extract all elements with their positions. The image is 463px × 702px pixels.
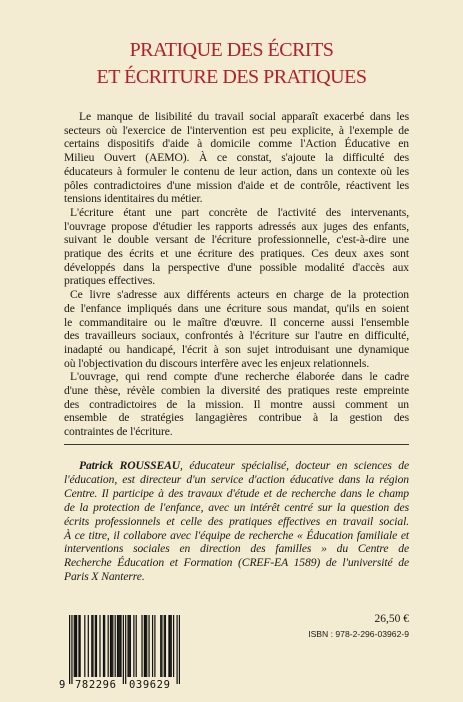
barcode-bar bbox=[161, 615, 162, 677]
barcode-bar bbox=[169, 615, 170, 677]
summary-line: L'écriture étant une part concrète de l'activité des intervenants, bbox=[70, 205, 409, 219]
barcode-bar bbox=[110, 615, 111, 677]
bio-line: Centre. Il participe à des travaux d'étude et de recherche dans le champ bbox=[64, 486, 409, 500]
summary-line: suivant le double versant de l'écriture professionnelle, c'est-à-dire une bbox=[64, 233, 409, 247]
barcode-left-digits: 782296 bbox=[75, 679, 117, 691]
bio-line: Paris X Nanterre. bbox=[64, 570, 145, 584]
summary-line: contraintes de l'écriture. bbox=[64, 425, 173, 439]
author-name: Patrick ROUSSEAU bbox=[79, 459, 181, 472]
summary-paragraph bbox=[64, 370, 409, 439]
summary-line: l'ouvrage propose d'étudier les rapports adressés aux juges des enfants, bbox=[64, 219, 409, 233]
barcode-bar bbox=[130, 615, 131, 677]
barcode-bar bbox=[146, 615, 147, 677]
price: 26,50 € bbox=[374, 613, 409, 625]
barcode-bar bbox=[136, 615, 137, 677]
barcode-bar bbox=[165, 615, 166, 677]
bio-line: l'éducation, est directeur d'un service d'action éducative dans la région bbox=[64, 472, 409, 486]
bio-line: Recherche Éducation et Formation (CREF-EA 1589) de l'université de bbox=[64, 556, 409, 570]
summary-paragraph bbox=[64, 110, 409, 206]
barcode-bar bbox=[120, 615, 121, 677]
barcode-bar bbox=[103, 615, 104, 677]
barcode-bar bbox=[96, 615, 97, 677]
barcode-bar bbox=[76, 615, 77, 677]
summary-line: tensions identitaires du métier. bbox=[64, 192, 203, 206]
summary-text bbox=[64, 110, 409, 439]
author-bio bbox=[64, 459, 409, 584]
summary-line: inadapté ou handicapé, l'écrit à son sujet introduisant une dynamique bbox=[64, 342, 409, 356]
title-line-2: ET ÉCRITURE DES PRATIQUES bbox=[96, 66, 367, 88]
barcode-bar bbox=[74, 615, 75, 677]
barcode-bar bbox=[148, 615, 149, 677]
summary-line: pratique des écrits et une écriture des pratiques. Ces deux axes sont bbox=[64, 247, 409, 261]
barcode-guard-bar bbox=[123, 615, 124, 684]
bio-line: écrits professionnels et celle des pratiques effectives en travail social. bbox=[64, 514, 409, 528]
barcode-guard-bar bbox=[176, 615, 177, 684]
summary-line: certains dispositifs d'aide à domicile comme l'Action Éducative en bbox=[64, 137, 409, 151]
barcode-bar bbox=[91, 615, 92, 677]
barcode-bar bbox=[129, 615, 130, 677]
summary-line: de l'enfance impliqués dans une écriture sous mandat, qu'ils en soient bbox=[64, 301, 409, 315]
summary-line: d'une thèse, révèle combien la diversité des pratiques reste empreinte bbox=[64, 384, 409, 398]
summary-line: L'ouvrage, qui rend compte d'une recherche élaborée dans le cadre bbox=[70, 370, 409, 384]
barcode-bar bbox=[168, 615, 169, 677]
summary-line: éducateurs à formuler le contenu de leur action, dans un contexte où les bbox=[64, 164, 409, 178]
barcode-bar bbox=[115, 615, 116, 677]
barcode-bar bbox=[80, 615, 81, 677]
divider-rule bbox=[64, 444, 409, 445]
barcode-bar bbox=[108, 615, 109, 677]
summary-paragraph bbox=[64, 206, 409, 288]
barcode-bar bbox=[127, 615, 128, 677]
barcode-bar bbox=[133, 615, 134, 677]
summary-line: Le manque de lisibilité du travail social apparaît exacerbé dans les bbox=[79, 110, 409, 123]
summary-line: le commanditaire ou le maître d'œuvre. Il concerne aussi l'ensemble bbox=[64, 315, 409, 329]
bio-line: À ce titre, il collabore avec l'équipe de recherche « Éducation familiale et bbox=[64, 528, 409, 542]
barcode-bar bbox=[88, 615, 89, 677]
barcode-guard-bar bbox=[69, 615, 70, 684]
summary-line: Ce livre s'adresse aux différents acteurs en charge de la protection bbox=[70, 288, 409, 302]
summary-line: des contradictoires de la mission. Il montre aussi comment un bbox=[64, 397, 409, 411]
summary-line: développés dans la perspective d'une possible modalité d'accès aux bbox=[64, 260, 409, 274]
barcode-bar bbox=[84, 615, 85, 677]
barcode-lead-digit: 9 bbox=[59, 679, 66, 691]
bio-line: interventions sociales en direction des familles » du Centre de bbox=[64, 542, 409, 556]
summary-line: pôles contradictoires d'une mission d'aide et de contrôle, réactivent les bbox=[64, 178, 409, 192]
bio-line: de la protection de l'enfance, avec un intérêt centré sur la question des bbox=[64, 500, 409, 514]
barcode-bar bbox=[117, 615, 118, 677]
summary-line: des travailleurs sociaux, confrontés à l'écriture sur l'autre en difficulté, bbox=[64, 329, 409, 343]
barcode-bar bbox=[145, 615, 146, 677]
barcode-bar bbox=[104, 615, 105, 677]
barcode-bar bbox=[144, 615, 145, 677]
barcode-bar bbox=[141, 615, 142, 677]
summary-line: Milieu Ouvert (AEMO). À ce constat, s'ajoute la difficulté des bbox=[64, 151, 409, 165]
barcode-bar bbox=[118, 615, 119, 677]
barcode-guard-bar bbox=[125, 615, 126, 684]
bio-line-text: , éducateur spécialisé, docteur en sciences de bbox=[180, 459, 410, 472]
barcode bbox=[69, 615, 180, 687]
barcode-right-digits: 039629 bbox=[129, 679, 171, 691]
barcode-guard-bar bbox=[179, 615, 180, 684]
barcode-bar bbox=[92, 615, 93, 677]
summary-line: ensemble de stratégies langagières contribue à la gestion des bbox=[64, 411, 409, 425]
barcode-bar bbox=[119, 615, 120, 677]
isbn: ISBN : 978-2-296-03962-9 bbox=[308, 629, 409, 639]
barcode-bar bbox=[112, 615, 113, 677]
barcode-bar bbox=[75, 615, 76, 677]
barcode-bar bbox=[111, 615, 112, 677]
barcode-bar bbox=[95, 615, 96, 677]
barcode-bar bbox=[164, 615, 165, 677]
book-title bbox=[0, 37, 463, 91]
barcode-bar bbox=[171, 615, 172, 677]
title-line-1: PRATIQUE DES ÉCRITS bbox=[129, 39, 334, 61]
bio-line bbox=[64, 459, 409, 473]
barcode-bar bbox=[78, 615, 79, 677]
summary-line: où l'objectivation du discours interfère avec les enjeux relationnels. bbox=[64, 356, 370, 370]
barcode-bar bbox=[173, 615, 174, 677]
barcode-bar bbox=[154, 615, 155, 677]
barcode-bar bbox=[99, 615, 100, 677]
summary-line: secteurs où l'exercice de l'intervention est peu explicite, à l'exemple de bbox=[64, 123, 409, 137]
barcode-bar bbox=[160, 615, 161, 677]
barcode-bar bbox=[152, 615, 153, 677]
barcode-guard-bar bbox=[71, 615, 72, 684]
summary-paragraph bbox=[64, 288, 409, 370]
summary-line: pratiques effectives. bbox=[64, 274, 156, 288]
